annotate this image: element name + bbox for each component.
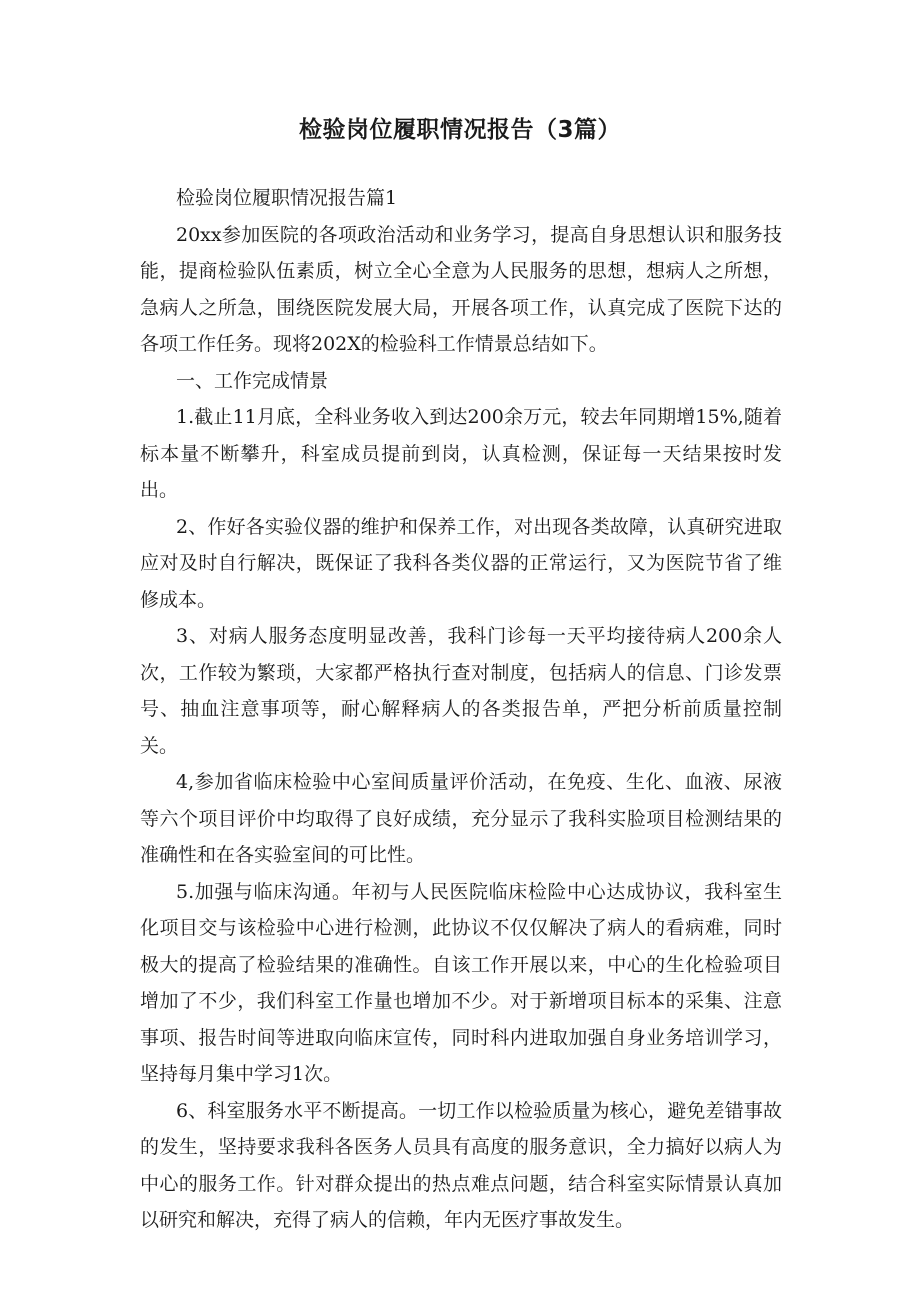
paragraph-item-5: 5.加强与临床沟通。年初与人民医院临床检险中心达成协议，我科室生化项目交与该检验中心进行检测，此协议不仅仅解决了病人的看病难，同时极大的提高了检验结果的准确性。自该工作开展以来，中心的生化检验项目增加了不少，我们科室工作量也增加不少。对于新增项目标本的采集、注意事项、报告时间等进取向临床宣传，同时科内进取加强自身业务培训学习，坚持每月集中学习1次。: [140, 880, 782, 1085]
paragraph-item-6: 6、科室服务水平不断提高。一切工作以检验质量为核心，避免差错事故的发生，坚持要求我科各医务人员具有高度的服务意识，全力搞好以病人为中心的服务工作。针对群众提出的热点难点问题，结合科室实际情景认真加以研究和解决，充得了病人的信赖，年内无医疗事故发生。: [140, 1099, 782, 1231]
intro-paragraph: 20xx参加医院的各项政治活动和业务学习，提高自身思想认识和服务技能，提商检验队伍素质，树立全心全意为人民服务的思想，想病人之所想，急病人之所急，围绕医院发展大局，开展各项工作，认真完成了医院下达的各项工作任务。现将202X的检验科工作情景总结如下。: [140, 223, 782, 355]
paragraph-item-3: 3、对病人服务态度明显改善，我科门诊每一天平均接待病人200余人次，工作较为繁琐，大家都严格执行查对制度，包括病人的信息、门诊发票号、抽血注意事项等，耐心解释病人的各类报告单，严把分析前质量控制关。: [140, 625, 782, 757]
paragraph-item-4: 4,参加省临床检验中心室间质量评价活动，在免疫、生化、血液、尿液等六个项目评价中均取得了良好成绩，充分显示了我科实脸项目检测结果的准确性和在各实验室间的可比性。: [140, 771, 782, 866]
paragraph-item-2: 2、作好各实验仪器的维护和保养工作，对出现各类故障，认真研究进取应对及时自行解决，既保证了我科各类仪器的正常运行，又为医院节省了维修成本。: [140, 515, 782, 611]
document-body: [140, 180, 782, 1239]
paragraph-item-1: 1.截止11月底，全科业务收入到达200余万元，较去年同期增15%,随着标本量不断攀升，科室成员提前到岗，认真检测，保证每一天结果按时发出。: [140, 406, 782, 501]
document-title: 检验岗位履职情况报告（3篇）: [298, 117, 621, 143]
section-heading: 检验岗位履职情况报告篇1: [176, 187, 398, 209]
sub-heading: 一、工作完成情景: [176, 369, 329, 392]
